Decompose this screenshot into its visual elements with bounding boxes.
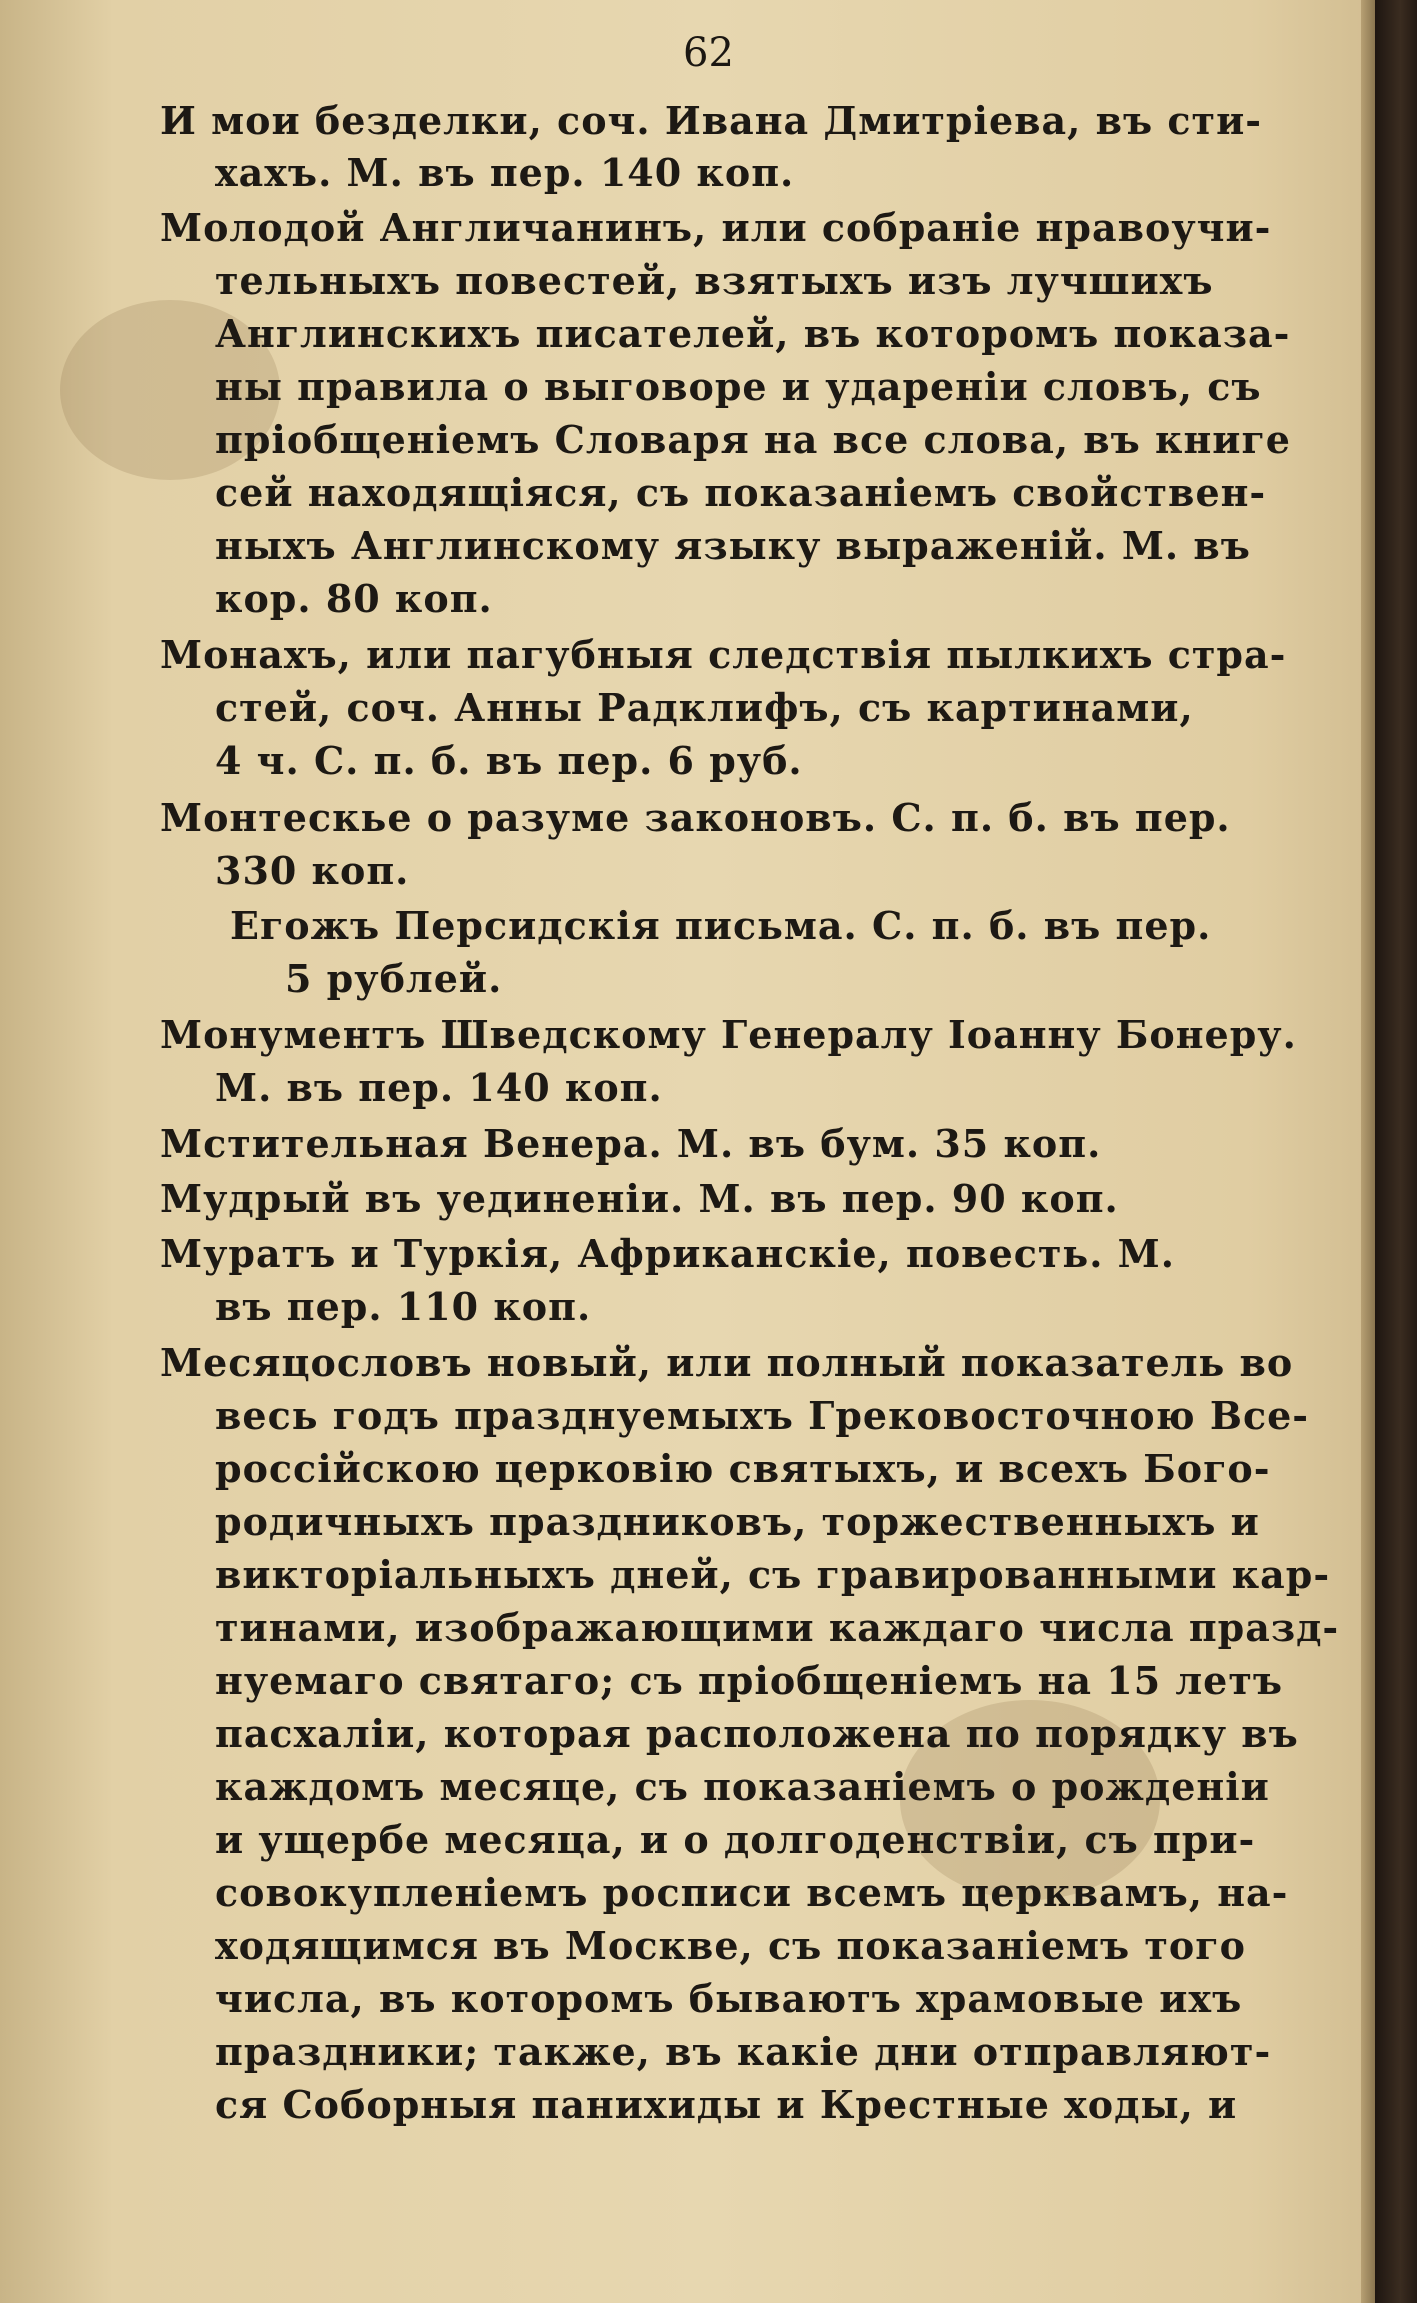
entry-line: праздники; также, въ какіе дни отправляют- <box>215 2029 1272 2074</box>
entry-line: Монументъ Шведскому Генералу Іоанну Бонеру. <box>160 1012 1297 1057</box>
entry-line: ны правила о выговоре и удареніи словъ, съ <box>215 364 1262 409</box>
entry-line: пасхаліи, которая расположена по порядку въ <box>215 1711 1299 1756</box>
entry-line: числа, въ которомъ бываютъ храмовые ихъ <box>215 1976 1243 2021</box>
entry-line: стей, соч. Анны Радклифъ, съ картинами, <box>215 685 1194 730</box>
entry-line: 5 рублей. <box>285 956 503 1001</box>
entry-line: 4 ч. С. п. б. въ пер. 6 руб. <box>215 738 803 783</box>
entry-line: М. въ пер. 140 коп. <box>215 1065 663 1110</box>
entry-line: 330 коп. <box>215 848 410 893</box>
entry-line: тинами, изображающими каждаго числа празд- <box>215 1605 1340 1650</box>
entry-line: Мудрый въ уединеніи. М. въ пер. 90 коп. <box>160 1176 1119 1221</box>
entry-line: ныхъ Англинскому языку выраженій. М. въ <box>215 523 1251 568</box>
entry-line: нуемаго святаго; съ пріобщеніемъ на 15 летъ <box>215 1658 1284 1703</box>
page-number: 62 <box>683 30 734 76</box>
entry-line: И мои безделки, соч. Ивана Дмитріева, въ сти- <box>160 98 1263 143</box>
entry-line: въ пер. 110 коп. <box>215 1284 592 1329</box>
entry-line: Монтескье о разуме законовъ. С. п. б. въ пер. <box>160 795 1231 840</box>
entry-line: ся Соборныя панихиды и Крестные ходы, и <box>215 2082 1238 2127</box>
entry-line: пріобщеніемъ Словаря на все слова, въ книге <box>215 417 1291 462</box>
entry-line: Егожъ Персидскія письма. С. п. б. въ пер. <box>230 903 1212 948</box>
entry-line: тельныхъ повестей, взятыхъ изъ лучшихъ <box>215 258 1214 303</box>
entry-line: Муратъ и Туркія, Африканскіе, повесть. М. <box>160 1231 1175 1276</box>
entry-line: хахъ. М. въ пер. 140 коп. <box>215 150 795 195</box>
entry-line: Молодой Англичанинъ, или собраніе нравоучи- <box>160 205 1272 250</box>
entry-line: кор. 80 коп. <box>215 576 493 621</box>
entry-line: совокупленіемъ росписи всемъ церквамъ, на- <box>215 1870 1289 1915</box>
entry-line: Англинскихъ писателей, въ которомъ показа- <box>215 311 1291 356</box>
entry-line: россійскою церковію святыхъ, и всехъ Бого- <box>215 1446 1271 1491</box>
entry-line: родичныхъ праздниковъ, торжественныхъ и <box>215 1499 1260 1544</box>
entry-line: ходящимся въ Москве, съ показаніемъ того <box>215 1923 1246 1968</box>
entry-line: весь годъ празднуемыхъ Грековосточною Все- <box>215 1393 1310 1438</box>
entry-line: викторіальныхъ дней, съ гравированными кар- <box>215 1552 1331 1597</box>
entry-line: каждомъ месяце, съ показаніемъ о рожденіи <box>215 1764 1270 1809</box>
entry-line: сей находящіяся, съ показаніемъ свойствен- <box>215 470 1267 515</box>
entry-line: Монахъ, или пагубныя следствія пылкихъ стра- <box>160 632 1287 677</box>
entry-line: Месяцословъ новый, или полный показатель во <box>160 1340 1294 1385</box>
entry-line: и ущербе месяца, и о долгоденствіи, съ при- <box>215 1817 1256 1862</box>
entry-line: Мстительная Венера. М. въ бум. 35 коп. <box>160 1121 1102 1166</box>
